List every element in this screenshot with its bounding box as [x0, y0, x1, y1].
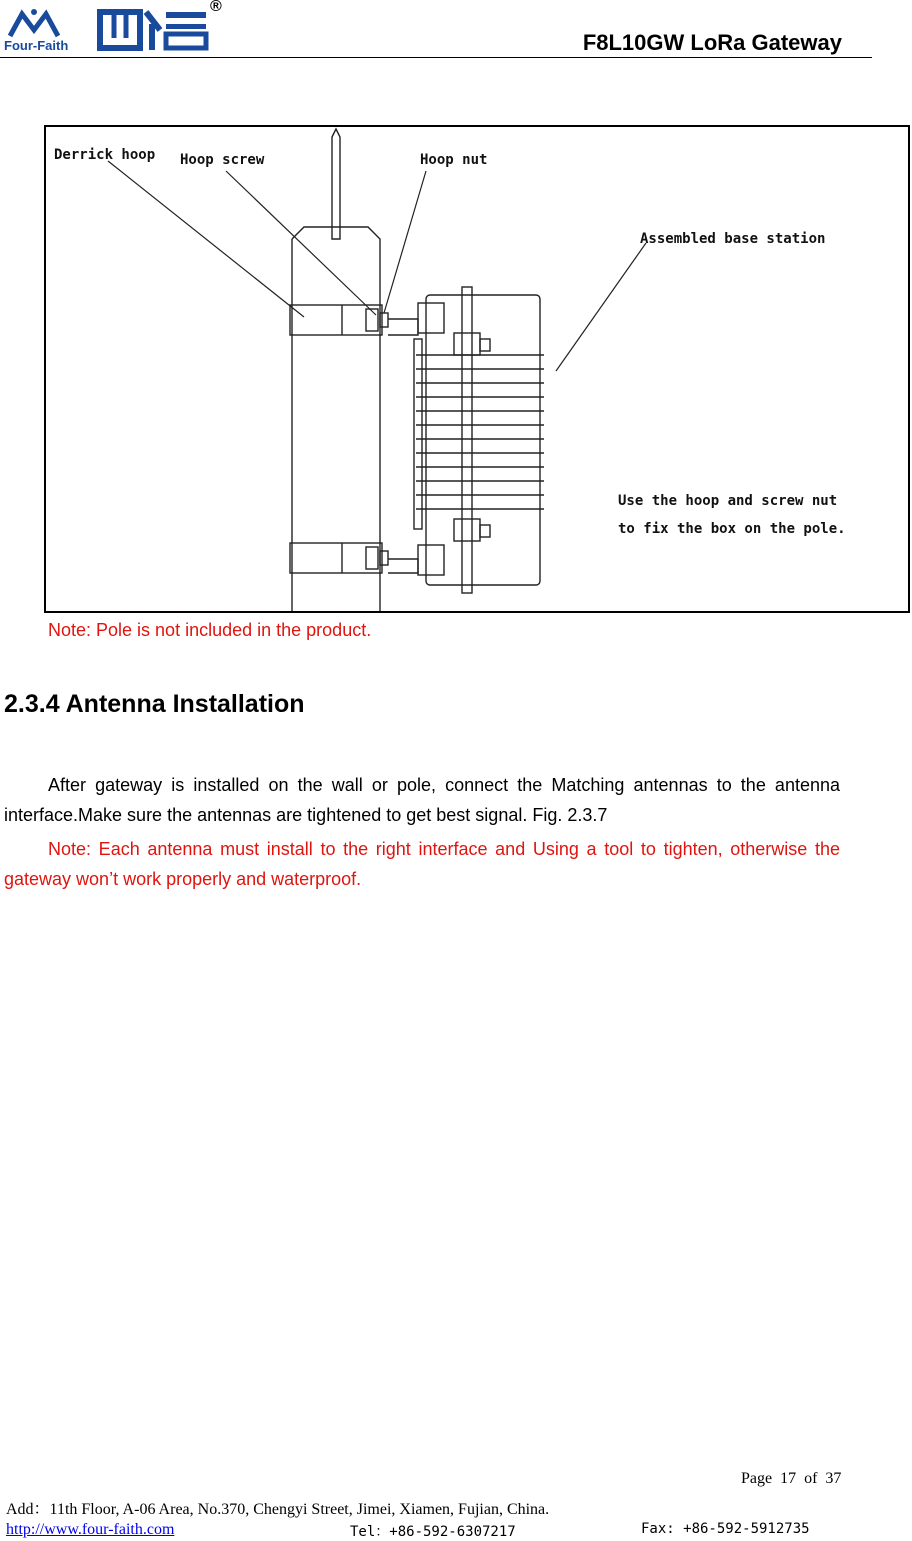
header-divider [0, 57, 872, 58]
fax-number: Fax: +86-592-5912735 [641, 1521, 810, 1537]
company-address: Add：11th Floor, A-06 Area, No.370, Chengyi Street, Jimei, Xiamen, Fujian, China. [6, 1501, 550, 1518]
section-heading: 2.3.4 Antenna Installation [4, 690, 305, 718]
page-number: Page 17 of 37 [741, 1470, 842, 1487]
website-link[interactable]: http://www.four-faith.com [6, 1521, 175, 1538]
callout-derrick-hoop: Derrick hoop [54, 147, 156, 163]
figure-instruction-line-1: Use the hoop and screw nut [618, 493, 838, 509]
figure-note: Note: Pole is not included in the product. [48, 620, 372, 640]
telephone: Tel：+86-592-6307217 [350, 1524, 516, 1540]
registered-mark: ® [210, 0, 222, 15]
callout-assembled-base-station: Assembled base station [640, 231, 826, 247]
body-paragraph [4, 770, 840, 830]
antenna-note [4, 834, 840, 894]
figure-instruction-line-2: to fix the box on the pole. [618, 521, 846, 537]
pole-mounting-diagram [46, 127, 910, 613]
callout-hoop-screw: Hoop screw [180, 152, 265, 168]
callout-hoop-nut: Hoop nut [420, 152, 488, 168]
logo-text: Four-Faith [4, 38, 69, 53]
document-title: F8L10GW LoRa Gateway [582, 30, 842, 55]
pole-mounting-figure [44, 125, 910, 613]
body-paragraph-text: After gateway is installed on the wall or pole, connect the Matching antennas to the antenna interface.Make sure the antennas are tightened to get best signal. Fig. 2.3.7 [4, 775, 840, 825]
company-logo [0, 0, 240, 56]
antenna-note-text: Note: Each antenna must install to the right interface and Using a tool to tighten, otherwise the gateway won’t work properly and waterproof. [4, 839, 840, 889]
